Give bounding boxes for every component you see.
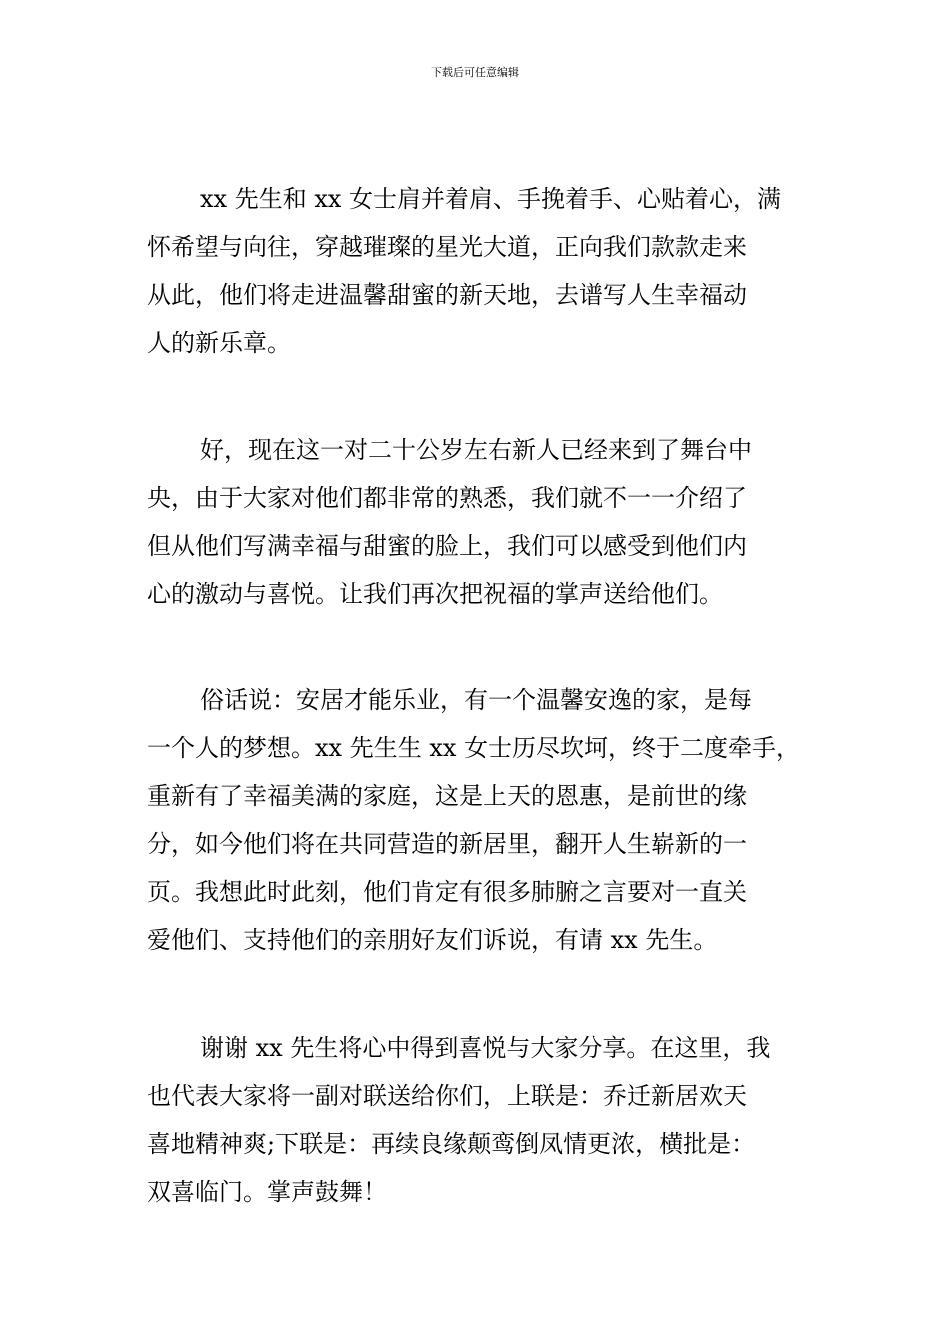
paragraph-line: 好，现在这一对二十公岁左右新人已经来到了舞台中 [200,436,752,464]
paragraph-line: 心的激动与喜悦。让我们再次把祝福的掌声送给他们。 [147,580,723,608]
paragraph-1 [147,175,807,367]
paragraph-line: 从此，他们将走进温馨甜蜜的新天地，去谱写人生幸福动 [147,281,747,309]
paragraph-line: 双喜临门。掌声鼓舞！ [147,1178,387,1206]
paragraph-line: 重新有了幸福美满的家庭，这是上天的恩惠，是前世的缘 [147,782,747,810]
paragraph-line: 也代表大家将一副对联送给你们，上联是：乔迁新居欢天 [147,1082,747,1110]
paragraph-4 [147,1024,807,1216]
paragraph-line: 俗话说：安居才能乐业，有一个温馨安逸的家，是每 [200,686,752,714]
paragraph-line: 怀希望与向往，穿越璀璨的星光大道，正向我们款款走来 [147,233,747,261]
paragraph-2 [147,426,807,618]
paragraph-line: 一个人的梦想。xx 先生生 xx 女士历尽坎坷，终于二度牵手， [147,734,801,762]
paragraph-line: 喜地精神爽;下联是：再续良缘颠鸾倒凤情更浓，横批是： [147,1130,756,1158]
paragraph-line: 页。我想此时此刻，他们肯定有很多肺腑之言要对一直关 [147,878,747,906]
page-header-note: 下载后可任意编辑 [431,66,519,79]
paragraph-line: 但从他们写满幸福与甜蜜的脸上，我们可以感受到他们内 [147,532,747,560]
paragraph-line: 爱他们、支持他们的亲朋好友们诉说，有请 xx 先生。 [147,926,718,954]
paragraph-line: 人的新乐章。 [147,329,291,357]
paragraph-line: 谢谢 xx 先生将心中得到喜悦与大家分享。在这里，我 [200,1034,771,1062]
paragraph-line: xx 先生和 xx 女士肩并着肩、手挽着手、心贴着心，满 [200,185,782,213]
paragraph-3 [147,676,807,964]
paragraph-line: 分，如今他们将在共同营造的新居里，翻开人生崭新的一 [147,830,747,858]
paragraph-line: 央，由于大家对他们都非常的熟悉，我们就不一一介绍了 [147,484,747,512]
